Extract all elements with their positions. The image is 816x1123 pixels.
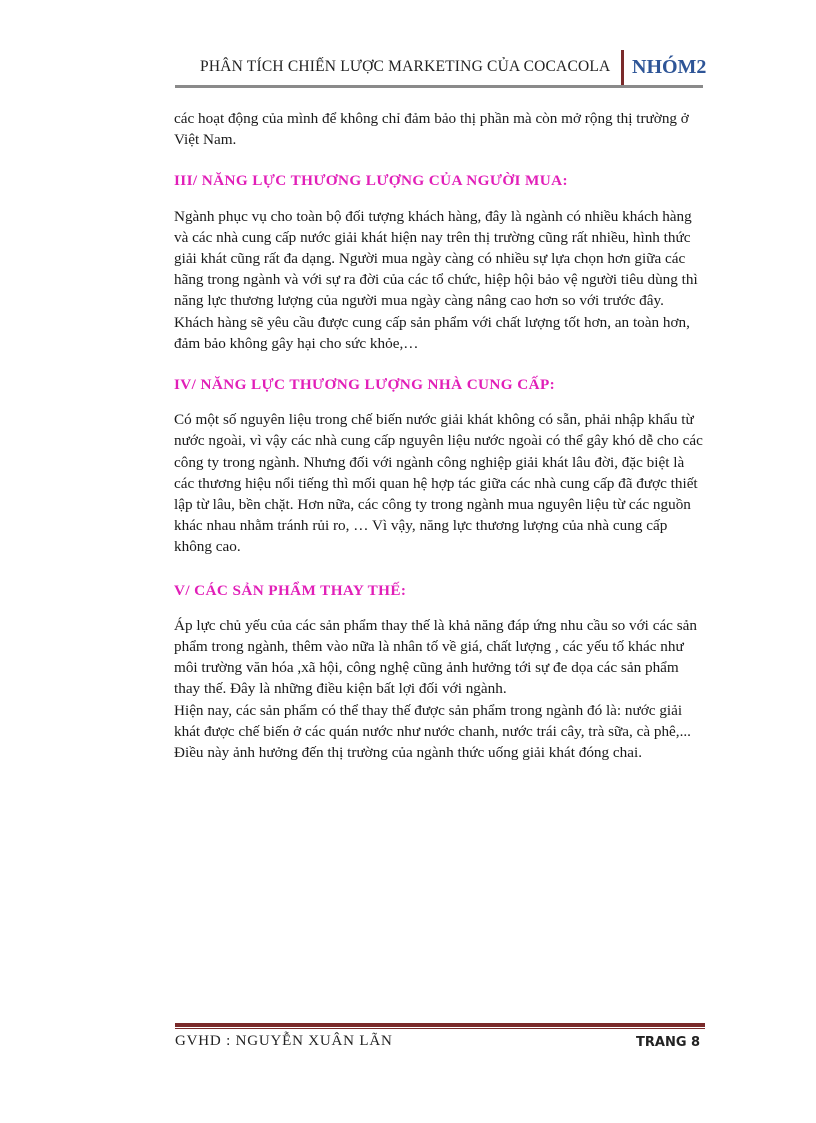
header-group-label: NHÓM2 <box>632 56 707 78</box>
section-heading-buyer-power: III/ NĂNG LỰC THƯƠNG LƯỢNG CỦA NGƯỜI MUA: <box>174 172 568 190</box>
footer-advisor: GVHD : NGUYỄN XUÂN LÃN <box>175 1033 393 1049</box>
substitutes-paragraph-1: Áp lực chủ yếu của các sản phẩm thay thế là khả năng đáp ứng nhu cầu so với các sản phẩm trong ngành, thêm vào nữa là nhân tố về giá, chất lượng , các yếu tố khác như môi trường văn hóa ,xã hội, công nghệ cũng ảnh hưởng tới sự đe dọa các sản phẩm thay thế. Đây là những điều kiện bất lợi đối với ngành. <box>174 616 697 698</box>
buyer-power-paragraph: Ngành phục vụ cho toàn bộ đối tượng khách hàng, đây là ngành có nhiều khách hàng và các nhà cung cấp nước giải khát hiện nay trên thị trường cũng rất nhiều, hình thức giải khát cũng rất đa dạng. Người mua ngày càng có nhiều sự lựa chọn hơn giữa các hãng trong ngành và với sự ra đời của các tổ chức, hiệp hội bảo vệ người tiêu dùng thì năng lực thương lượng của người mua ngày càng nâng cao hơn so với trước đây. Khách hàng sẽ yêu cầu được cung cấp sản phẩm với chất lượng tốt hơn, an toàn hơn, đảm bảo không gây hại cho sức khỏe,… <box>174 207 698 352</box>
header-rule <box>175 85 703 88</box>
section-heading-supplier-power: IV/ NĂNG LỰC THƯƠNG LƯỢNG NHÀ CUNG CẤP: <box>174 376 556 394</box>
header-title: PHÂN TÍCH CHIẾN LƯỢC MARKETING CỦA COCACOLA <box>200 58 611 75</box>
intro-paragraph: các hoạt động của mình để không chỉ đảm bảo thị phần mà còn mở rộng thị trường ở Việt Nam. <box>174 110 689 149</box>
section-heading-substitutes: V/ CÁC SẢN PHẨM THAY THẾ: <box>174 581 407 599</box>
page-content <box>174 108 704 763</box>
substitutes-paragraph-2: Hiện nay, các sản phẩm có thể thay thế được sản phẩm trong ngành đó là: nước giải khát được chế biến ở các quán nước như nước chanh, nước trái cây, trà sữa, cà phê,... <box>174 701 691 740</box>
footer-rule-thin <box>175 1028 705 1029</box>
header-separator <box>621 50 624 86</box>
supplier-power-paragraph: Có một số nguyên liệu trong chế biến nước giải khát không có sẵn, phải nhập khẩu từ nước ngoài, vì vậy các nhà cung cấp nguyên liệu nước ngoài có thể gây khó dễ cho các công ty trong ngành. Nhưng đối với ngành công nghiệp giải khát lâu đời, đặc biệt là các thương hiệu nổi tiếng thì mối quan hệ hợp tác giữa các nhà cung cấp đã được thiết lập từ lâu, bền chặt. Hơn nữa, các công ty trong ngành mua nguyên liệu từ các nguồn khác nhau nhằm tránh rủi ro, … Vì vậy, năng lực thương lượng của nhà cung cấp không cao. <box>174 411 703 556</box>
footer-page-number: TRANG 8 <box>636 1035 701 1050</box>
substitutes-paragraph-3: Điều này ảnh hưởng đến thị trường của ngành thức uống giải khát đóng chai. <box>174 744 643 762</box>
footer-rule-thick <box>175 1023 705 1027</box>
